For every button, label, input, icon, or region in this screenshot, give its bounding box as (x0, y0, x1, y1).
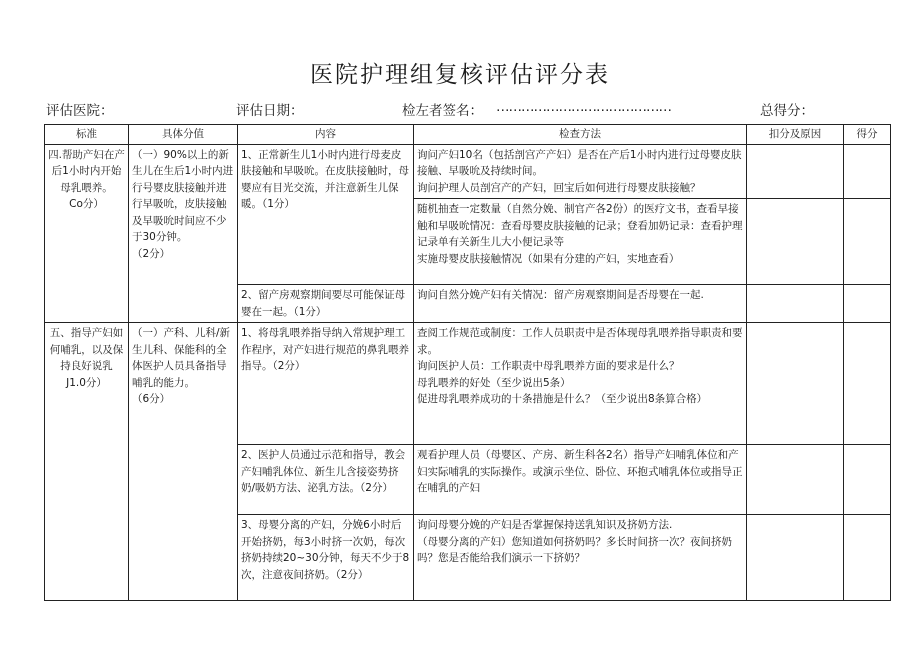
method-text: 询问产妇10名（包括剖宫产产妇）是否在产后1小时内进行过母婴皮肤接触、早吸吮及持续时间。 (417, 148, 742, 177)
score-detail-points: （2分） (132, 247, 171, 260)
col-score-detail: 具体分值 (129, 125, 238, 145)
score-cell[interactable] (844, 199, 891, 285)
score-cell[interactable] (844, 285, 891, 323)
score-detail-cell (129, 144, 238, 323)
content-cell: 1、正常新生儿1小时内进行母麦皮肤接触和早吸吮。在皮肤接触时，母婴应有目光交流，并注意新生儿保暖。（1分） (238, 144, 414, 285)
col-method: 检查方法 (414, 125, 747, 145)
method-text: 询问母婴分娩的产妇是否掌握保持送乳知识及挤奶方法. (417, 519, 673, 531)
score-detail-text: （一）90%以上的新生儿在生后1小时内进行号婴皮肤接触并进行早吸吮，皮肤接触及早吸吮时间应不少于30分钟。 (132, 148, 234, 243)
method-cell: 询问自然分娩产妇有关情况：留产房观察期间是否母婴在一起. (414, 285, 747, 323)
score-detail-cell (129, 323, 238, 601)
method-text: 询问医护人员：工作职责中母乳喂养方面的要求是什么？ (417, 360, 680, 372)
page-title: 医院护理组复核评估评分表 (310, 62, 610, 88)
method-cell (414, 515, 747, 601)
score-cell[interactable] (844, 445, 891, 515)
standard-score: Co分） (69, 198, 104, 210)
deduction-cell[interactable] (747, 199, 844, 285)
method-text: 询问护理人员剖宫产的产妇，回宝后如何进行母婴皮肤接触？ (417, 181, 701, 194)
method-text: 促进母乳喂养成功的十条措施是什么？（至少说出8条算合格） (417, 393, 708, 405)
content-cell: 2、留产房观察期间要尽可能保证母婴在一起。（1分） (238, 285, 414, 323)
content-cell: 1、将母乳喂养指导纳入常规护理工作程序，对产妇进行规范的鼻乳喂养指导。（2分） (238, 323, 414, 445)
deduction-cell[interactable] (747, 144, 844, 199)
signature-dots: …………………………………… (496, 99, 671, 115)
method-text: 实施母婴皮肤接触情况（如果有分建的产妇，实地查看） (417, 252, 680, 265)
standard-score: J1.0分） (66, 376, 107, 389)
table-row (45, 144, 891, 199)
evaluation-table (44, 124, 891, 601)
score-cell[interactable] (844, 144, 891, 199)
col-score: 得分 (844, 125, 891, 145)
method-text: 随机抽查一定数量（自然分娩、制官产各2份）的医疗文书，查看早接触和早吸吮情况：查看母婴皮肤接触的记录；登看加奶记录：查看护理记录单有关新生儿大小便记录等 (417, 203, 743, 248)
method-cell: 观看护理人员（母婴区、产房、新生科各2名）指导产妇哺乳体位和产妇实际哺乳的实际操作。或演示坐位、卧位、环抱式哺乳体位或指导正在哺乳的产妇 (414, 445, 747, 515)
content-cell: 2、医护人员通过示范和指导，教会产妇哺乳体位、新生儿含接姿势挤奶/吸奶方法、泌乳方法。（2分） (238, 445, 414, 515)
standard-cell (45, 323, 129, 601)
method-text: （母婴分离的产妇）您知道如何挤奶吗？多长时间挤一次？夜间挤奶吗？您是否能给我们演示一下挤奶？ (417, 535, 732, 564)
method-cell (414, 323, 747, 445)
standard-text: 四.帮助产妇在产后1小时内开始母乳喂养。 (48, 148, 125, 194)
table-header-row (45, 125, 891, 145)
deduction-cell[interactable] (747, 323, 844, 445)
hospital-label: 评估医院： (46, 103, 114, 119)
standard-text: 五、指导产妇如何哺乳，以及保持良好说乳 (49, 327, 124, 372)
inspector-label: 检左者签名： (402, 103, 483, 119)
total-score-label: 总得分： (760, 103, 814, 119)
score-detail-points: （6分） (132, 393, 171, 405)
score-detail-text: （一）产科、儿科/新生儿科、保能科的全体医护人员具备指导哺乳的能力。 (132, 327, 231, 389)
score-cell[interactable] (844, 515, 891, 601)
method-cell (414, 199, 747, 285)
method-cell (414, 144, 747, 199)
col-content: 内容 (238, 125, 414, 145)
deduction-cell[interactable] (747, 515, 844, 601)
content-cell: 3、母婴分离的产妇，分娩6小时后开始挤奶，每3小时挤一次奶，每次挤奶持续20~30分钟，每天不少于8次，注意夜间挤奶。（2分） (238, 515, 414, 601)
table-row (45, 323, 891, 445)
standard-cell (45, 144, 129, 323)
date-label: 评估日期： (236, 103, 304, 119)
score-cell[interactable] (844, 323, 891, 445)
col-deduction: 扣分及原因 (747, 125, 844, 145)
method-text: 查阅工作规范或制度：工作人员职责中是否体现母乳喂养指导职责和要求。 (417, 327, 743, 356)
deduction-cell[interactable] (747, 285, 844, 323)
col-standard: 标准 (45, 125, 129, 145)
deduction-cell[interactable] (747, 445, 844, 515)
method-text: 母乳喂养的好处（至少说出5条） (417, 376, 571, 389)
